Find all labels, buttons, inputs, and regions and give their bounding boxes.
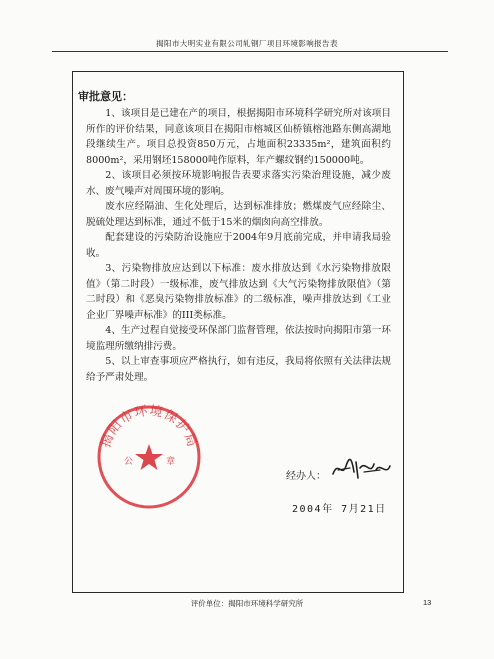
page-footer: 评价单位：揭阳市环境科学研究所: [190, 599, 304, 608]
paragraph: 配套建设的污染防治设施应于2004年9月底前完成，并申请我局验收。: [86, 232, 391, 259]
svg-text:揭阳市环境保护局: 揭阳市环境保护局: [98, 403, 200, 450]
header-divider: [52, 51, 448, 52]
paragraph: 1、该项目是已建在产的项目，根据揭阳市环境科学研究所对该项目所作的评价结果，同意该项目在揭阳市榕城区仙桥镇榕池路东侧高湖地段继续生产。项目总投资850万元，占地面积23335m²，建筑面积约8000m²，采用钢坯158000吨作原料，年产螺纹钢约150000吨。: [86, 108, 391, 166]
paragraph: 2、该项目必须按环境影响报告表要求落实污染治理设施，减少废水、废气噪声对周围环境的影响。: [86, 170, 391, 197]
paragraph: 废水应经隔油、生化处理后，达到标准排放；燃煤废气应经除尘、脱硫处理达到标准，通过不低于15米的烟囱向高空排放。: [86, 201, 391, 228]
page-header: 揭阳市大明实业有限公司轧钢厂项目环境影响报告表: [156, 39, 338, 48]
approval-opinion-text: [86, 106, 391, 385]
handwritten-signature: [330, 456, 392, 482]
page-number: 13: [423, 598, 432, 607]
approval-date: 2004年 7月21日: [292, 504, 387, 515]
official-seal-stamp: [94, 402, 204, 512]
svg-text:公: 公: [124, 457, 134, 467]
star-icon: [135, 444, 163, 470]
section-title: 审批意见：: [78, 90, 133, 103]
paragraph: 4、生产过程自觉接受环保部门监督管理，依法按时向揭阳市第一环境监理所缴纳排污费。: [86, 325, 391, 352]
svg-text:章: 章: [166, 457, 176, 467]
paragraph: 3、污染物排放应达到以下标准：废水排放达到《水污染物排放限值》（第二时段）一级标准，废气排放达到《大气污染物排放限值》（第二时段）和《恶臭污染物排放标准》的二级标准，噪声排放达到《工业企业厂界噪声标准》的III类标准。: [86, 263, 391, 321]
paragraph: 5、以上审查事项应严格执行，如有违反，我局将依照有关法律法规给予严肃处理。: [86, 356, 391, 383]
handler-label: 经办人：: [286, 471, 326, 482]
